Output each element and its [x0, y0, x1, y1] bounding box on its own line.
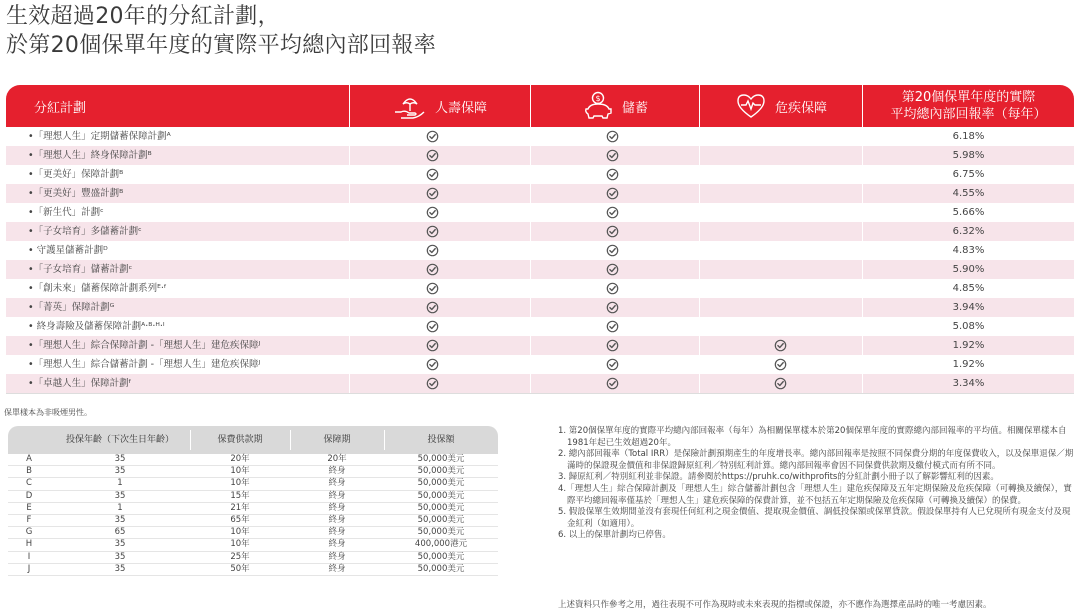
sample-row	[8, 515, 498, 527]
sample-sum-insured: 50,000美元	[417, 563, 465, 574]
sample-row	[8, 503, 498, 515]
plan-name: • 終身壽險及儲蓄保障計劃ᴬ·ᴮ·ᴴ·ᴵ	[28, 321, 165, 332]
savings-check-icon	[606, 225, 619, 238]
sample-label: G	[25, 527, 33, 538]
plan-row	[6, 374, 1074, 393]
sample-table	[8, 426, 498, 576]
plan-name: •「新生代」計劃ᶜ	[28, 207, 104, 218]
life-check-icon	[426, 187, 439, 200]
plan-row	[6, 165, 1074, 184]
title-line-1: 生效超過20年的分紅計劃，	[6, 4, 280, 29]
plan-irr: 4.55%	[952, 188, 985, 199]
savings-check-icon	[606, 339, 619, 352]
savings-check-icon	[606, 282, 619, 295]
plan-irr: 5.66%	[952, 207, 985, 218]
savings-check-icon	[606, 168, 619, 181]
sample-coverage-term: 終身	[328, 502, 346, 513]
plan-irr: 6.18%	[952, 131, 985, 142]
savings-check-icon	[606, 301, 619, 314]
plan-name: • 守護星儲蓄計劃ᴰ	[28, 245, 108, 256]
sample-premium-term: 10年	[230, 466, 250, 477]
header-irr-line-1: 第20個保單年度的實際	[901, 90, 1036, 105]
plan-row	[6, 127, 1074, 146]
sample-age: 65	[114, 527, 126, 538]
sample-coverage-term: 終身	[328, 514, 346, 525]
sample-coverage-term: 終身	[328, 478, 346, 489]
sample-row	[8, 478, 498, 490]
plan-irr: 6.75%	[952, 169, 985, 180]
heart-pulse-icon	[735, 93, 767, 119]
savings-check-icon	[606, 187, 619, 200]
life-check-icon	[426, 282, 439, 295]
sample-sum-insured: 50,000美元	[417, 502, 465, 513]
plan-name: •「創未來」儲蓄保障計劃系列ᴱ·ᶠ	[28, 283, 167, 294]
title-line-2: 於第20個保單年度的實際平均總內部回報率	[6, 33, 436, 58]
sample-age: 1	[117, 478, 123, 489]
sample-coverage-term: 終身	[328, 527, 346, 538]
sample-row	[8, 527, 498, 539]
sample-header-sum-insured: 投保額	[427, 435, 455, 445]
sample-label: J	[27, 563, 31, 574]
plan-name: •「卓越人生」保障計劃ᶠ	[28, 378, 132, 389]
plan-row	[6, 298, 1074, 317]
plan-name: •「理想人生」定期儲蓄保障計劃ᴬ	[28, 131, 171, 142]
plan-row	[6, 317, 1074, 336]
sample-premium-term: 25年	[230, 551, 250, 562]
umbrella-hand-icon	[393, 92, 427, 120]
sample-label: E	[26, 502, 32, 513]
sample-sum-insured: 50,000美元	[417, 466, 465, 477]
sample-coverage-term: 20年	[327, 454, 347, 464]
plan-row	[6, 355, 1074, 374]
sample-label: A	[26, 454, 32, 464]
sample-sum-insured: 50,000美元	[417, 490, 465, 501]
savings-check-icon	[606, 130, 619, 143]
header-savings	[531, 85, 699, 127]
footnote-item: 2. 總內部回報率（Total IRR）是保險計劃預期產生的年度增長率。總內部回報率是按照不同保費分期的年度保費收入，以及保單退保／期滿時的保證現金價值和非保證歸原紅利／特別紅利計算。總內部回報率會因不同保費供款期及繳付模式而有所不同。	[558, 449, 1074, 471]
sample-label: D	[25, 490, 33, 501]
sample-age: 35	[114, 563, 126, 574]
plan-row	[6, 184, 1074, 203]
critical-check-icon	[774, 339, 787, 352]
plan-irr: 5.90%	[952, 264, 985, 275]
sample-sum-insured: 50,000美元	[417, 527, 465, 538]
footnote-item: 3. 歸原紅利／特別紅利並非保證。請參閱於https://pruhk.co/withprofits的分紅計劃小冊子以了解影響紅利的因素。	[558, 472, 999, 483]
life-check-icon	[426, 358, 439, 371]
plan-irr: 6.32%	[952, 226, 985, 237]
sample-row	[8, 539, 498, 551]
critical-check-icon	[774, 358, 787, 371]
plan-irr: 3.34%	[952, 378, 985, 389]
life-check-icon	[426, 168, 439, 181]
life-check-icon	[426, 225, 439, 238]
sample-sum-insured: 400,000港元	[414, 539, 468, 550]
savings-check-icon	[606, 263, 619, 276]
life-check-icon	[426, 263, 439, 276]
sample-age: 35	[114, 490, 126, 501]
plan-row	[6, 279, 1074, 298]
sample-coverage-term: 終身	[328, 539, 346, 550]
svg-text:$: $	[595, 94, 601, 103]
plan-name: •「理想人生」綜合儲蓄計劃 -「理想人生」建危疾保障ᴶ	[28, 359, 261, 370]
sample-label: C	[26, 478, 32, 489]
footnote-item: 5. 假設保單生效期間並沒有套現任何紅利之現金價值、提取現金價值、調低投保額或保單貸款。假設保單持有人已兌現所有現金支付及現金紅利（如適用）。	[558, 507, 1071, 529]
sample-coverage-term: 終身	[328, 551, 346, 562]
sample-coverage-term: 終身	[328, 563, 346, 574]
plan-irr: 5.08%	[952, 321, 985, 332]
plan-irr: 1.92%	[952, 340, 985, 351]
sample-coverage-term: 終身	[328, 466, 346, 477]
sample-premium-term: 10年	[230, 539, 250, 550]
header-life	[350, 85, 530, 127]
sample-sum-insured: 50,000美元	[417, 514, 465, 525]
footnotes	[558, 426, 1074, 542]
plans-table-body	[6, 127, 1074, 393]
piggy-bank-icon	[582, 91, 614, 121]
header-life-label: 人壽保障	[434, 100, 487, 116]
footnote-item: 1. 第20個保單年度的實際平均總內部回報率（每年）為相關保單樣本於第20個保單年度的實際總內部回報率的平均值。相關保單樣本自1981年起已生效超過20年。	[558, 426, 1067, 448]
plan-row	[6, 336, 1074, 355]
sample-premium-term: 50年	[230, 563, 250, 574]
life-check-icon	[426, 130, 439, 143]
sample-premium-term: 10年	[230, 478, 250, 489]
header-plan: 分紅計劃	[34, 100, 87, 116]
plan-name: •「理想人生」綜合保障計劃 -「理想人生」建危疾保障ᴶ	[28, 340, 261, 351]
life-check-icon	[426, 377, 439, 390]
plan-name: •「更美好」豐盛計劃ᴮ	[28, 188, 124, 199]
sample-coverage-term: 終身	[328, 490, 346, 501]
plan-row	[6, 260, 1074, 279]
sample-age: 35	[114, 466, 126, 477]
plan-row	[6, 222, 1074, 241]
sample-header-coverage-term: 保障期	[323, 435, 351, 445]
disclaimer: 上述資料只作參考之用，過往表現不可作為現時或未來表現的指標或保證，亦不應作為選擇產品時的唯一考慮因素。	[558, 600, 992, 610]
header-critical	[700, 85, 862, 127]
page-title	[6, 2, 436, 60]
savings-check-icon	[606, 377, 619, 390]
sample-age: 35	[114, 539, 126, 550]
plan-name: •「更美好」保障計劃ᴮ	[28, 169, 124, 180]
plan-irr: 5.98%	[952, 150, 985, 161]
plan-irr: 3.94%	[952, 302, 985, 313]
sample-row	[8, 564, 498, 576]
plan-name: •「菁英」保障計劃ᴳ	[28, 302, 115, 313]
sample-premium-term: 15年	[230, 490, 250, 501]
sample-label: I	[27, 551, 31, 562]
footnote-item: 4.「理想人生」綜合保障計劃及「理想人生」綜合儲蓄計劃包含「理想人生」建危疾保障及五年定期保險及危疾保障（可轉換及續保），實際平均總回報率僅基於「理想人生」建危疾保障的保費計算，並不包括五年定期保險及危疾保障（可轉換及續保）的保費。	[558, 483, 1072, 506]
savings-check-icon	[606, 358, 619, 371]
plan-row	[6, 146, 1074, 165]
sample-age: 35	[114, 454, 126, 464]
sample-row	[8, 491, 498, 503]
header-savings-label: 儲蓄	[621, 100, 648, 116]
sample-age: 1	[117, 502, 123, 513]
savings-check-icon	[606, 206, 619, 219]
header-critical-label: 危疾保障	[774, 100, 827, 116]
sample-table-body	[8, 454, 498, 576]
sample-sum-insured: 50,000美元	[417, 478, 465, 489]
sample-label: F	[26, 514, 32, 525]
header-irr	[863, 85, 1074, 127]
life-check-icon	[426, 301, 439, 314]
footnote-item: 6. 以上的保單計劃均已停售。	[558, 530, 671, 541]
sample-sum-insured: 50,000美元	[417, 454, 465, 464]
life-check-icon	[426, 339, 439, 352]
plans-table-header	[6, 85, 1074, 127]
plans-table	[6, 85, 1074, 394]
sample-premium-term: 65年	[230, 514, 250, 525]
plan-row	[6, 203, 1074, 222]
plan-irr: 4.83%	[952, 245, 985, 256]
plan-row	[6, 241, 1074, 260]
plan-name: •「理想人生」終身保障計劃ᴮ	[28, 150, 152, 161]
sample-header-age: 投保年齡（下次生日年齡）	[65, 435, 174, 445]
sample-premium-term: 20年	[230, 454, 250, 464]
sample-row	[8, 454, 498, 466]
life-check-icon	[426, 320, 439, 333]
savings-check-icon	[606, 320, 619, 333]
savings-check-icon	[606, 244, 619, 257]
sample-premium-term: 10年	[230, 527, 250, 538]
sample-sum-insured: 50,000美元	[417, 551, 465, 562]
life-check-icon	[426, 244, 439, 257]
sample-age: 35	[114, 514, 126, 525]
plan-name: •「子女培育」多儲蓄計劃ᶜ	[28, 226, 142, 237]
life-check-icon	[426, 206, 439, 219]
sample-row	[8, 466, 498, 478]
savings-check-icon	[606, 149, 619, 162]
header-irr-line-2: 平均總內部回報率（每年）	[890, 107, 1047, 122]
sample-premium-term: 21年	[230, 502, 250, 513]
sample-table-header	[8, 426, 498, 454]
critical-check-icon	[774, 377, 787, 390]
sample-age: 35	[114, 551, 126, 562]
sample-header-premium-term: 保費供款期	[217, 435, 263, 445]
plan-irr: 1.92%	[952, 359, 985, 370]
sample-label: B	[26, 466, 32, 477]
life-check-icon	[426, 149, 439, 162]
sample-note: 保單樣本為非吸煙男性。	[4, 408, 92, 417]
sample-row	[8, 552, 498, 564]
sample-label: H	[25, 539, 33, 550]
plan-irr: 4.85%	[952, 283, 985, 294]
plan-name: •「子女培育」儲蓄計劃ᶜ	[28, 264, 133, 275]
